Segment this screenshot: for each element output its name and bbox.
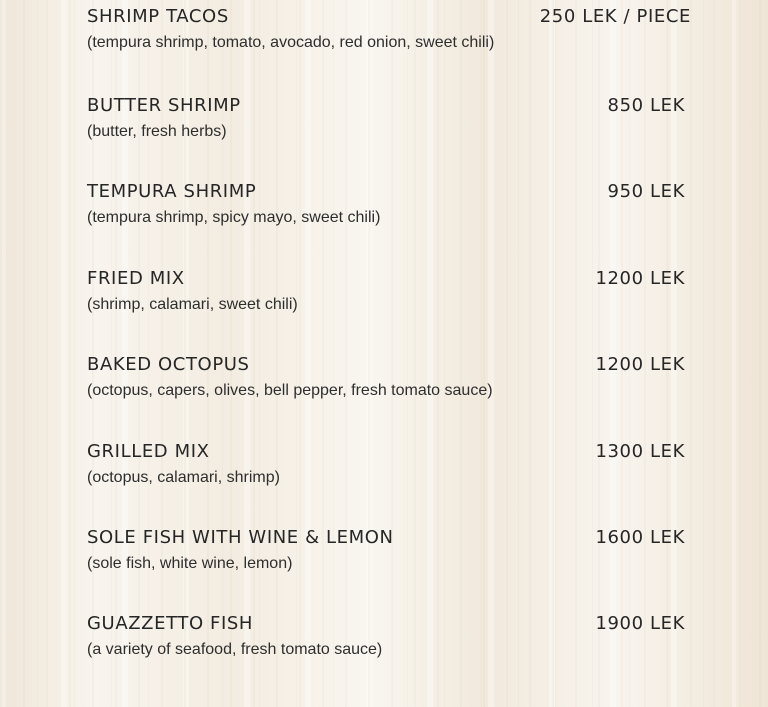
dish-name: GRILLED MIX: [87, 441, 210, 462]
menu-item-shrimp-tacos: [87, 6, 693, 66]
dish-price: 1200 LEK: [595, 268, 685, 289]
dish-name: BAKED OCTOPUS: [87, 354, 250, 375]
dish-description: (shrimp, calamari, sweet chili): [87, 296, 298, 313]
menu-item-baked-octopus: [87, 354, 693, 414]
dish-description: (sole fish, white wine, lemon): [87, 555, 293, 572]
menu-item-fried-mix: [87, 268, 693, 328]
dish-name: FRIED MIX: [87, 268, 185, 289]
dish-price: 850 LEK: [607, 95, 685, 116]
menu-item-tempura-shrimp: [87, 181, 693, 241]
dish-description: (octopus, capers, olives, bell pepper, fresh tomato sauce): [87, 382, 493, 399]
menu-item-butter-shrimp: [87, 95, 693, 155]
dish-price: 1300 LEK: [595, 441, 685, 462]
dish-description: (butter, fresh herbs): [87, 123, 227, 140]
dish-price: 950 LEK: [607, 181, 685, 202]
dish-price: 1900 LEK: [595, 613, 685, 634]
dish-price: 250 LEK / PIECE: [539, 6, 691, 27]
dish-description: (tempura shrimp, tomato, avocado, red onion, sweet chili): [87, 34, 495, 51]
dish-name: BUTTER SHRIMP: [87, 95, 241, 116]
dish-price: 1200 LEK: [595, 354, 685, 375]
menu-item-sole-fish: [87, 527, 693, 587]
dish-description: (octopus, calamari, shrimp): [87, 469, 280, 486]
dish-price: 1600 LEK: [595, 527, 685, 548]
menu-item-guazzetto-fish: [87, 613, 693, 673]
dish-name: GUAZZETTO FISH: [87, 613, 254, 634]
dish-name: SOLE FISH WITH WINE & LEMON: [87, 527, 394, 548]
dish-name: SHRIMP TACOS: [87, 6, 229, 27]
menu-item-grilled-mix: [87, 441, 693, 501]
dish-description: (a variety of seafood, fresh tomato sauce): [87, 641, 383, 658]
dish-description: (tempura shrimp, spicy mayo, sweet chili): [87, 209, 381, 226]
dish-name: TEMPURA SHRIMP: [87, 181, 257, 202]
